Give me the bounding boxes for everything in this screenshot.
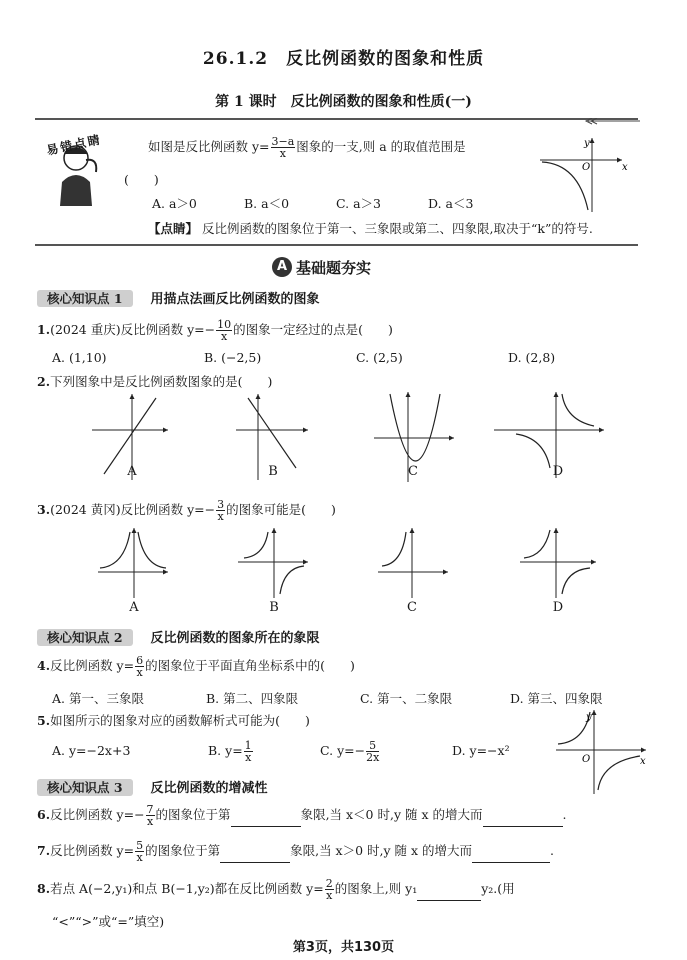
q7-frac: [135, 840, 144, 863]
q3-number: 3.: [37, 502, 51, 517]
q3-pre: (2024 黄冈)反比例函数 y=−: [50, 502, 216, 517]
q4-option-b: B. 第二、四象限: [206, 691, 299, 706]
error-option-a: A. a＞0: [152, 196, 197, 211]
section-1: [37, 288, 320, 307]
error-option-d: D. a＜3: [428, 196, 474, 211]
q7-pre: 反比例函数 y=: [50, 843, 135, 858]
error-tip: [148, 219, 593, 237]
q8-mid: 的图象上,则 y₁: [334, 881, 418, 896]
q3-graphs: [0, 522, 687, 602]
section-3-tag: 核心知识点 3: [37, 779, 133, 796]
section-2: [37, 627, 320, 646]
q6-number: 6.: [37, 807, 51, 822]
q7-end: .: [550, 843, 555, 858]
q7-mid2: 象限,当 x＞0 时,y 随 x 的增大而: [290, 843, 473, 858]
section-2-tag: 核心知识点 2: [37, 629, 133, 646]
axis-x-label: x: [622, 162, 628, 173]
error-graph: [538, 134, 628, 214]
q4-option-d: D. 第三、四象限: [510, 691, 603, 706]
axis-y-label: y: [584, 138, 590, 149]
q8-pre: 若点 A(−2,y₁)和点 B(−1,y₂)都在反比例函数 y=: [50, 881, 324, 896]
q7-mid1: 的图象位于第: [145, 843, 221, 858]
q5-option-b-frac: [244, 740, 253, 763]
q5-option-b: [208, 740, 320, 763]
axis-origin-label: O: [582, 162, 591, 173]
lesson-subtitle: 第 1 课时 反比例函数的图象和性质(一): [215, 94, 472, 110]
q3-label-c: C: [407, 600, 417, 615]
tip-text: 反比例函数的图象位于第一、三象限或第二、四象限,取决于“k”的符号.: [202, 221, 593, 236]
section-3: [37, 777, 268, 796]
frac-den: x: [245, 751, 252, 764]
error-option-c: C. a＞3: [336, 196, 381, 211]
q1-option-b: B. (−2,5): [204, 350, 262, 365]
q6-stem: [37, 804, 566, 827]
section-2-title: 反比例函数的图象所在的象限: [150, 631, 320, 646]
q5-option-c-frac: [366, 740, 379, 763]
q1-option-a: A. (1,10): [52, 350, 107, 365]
q3-post: 的图象可能是( ): [226, 502, 336, 517]
frac-num: 3−a: [271, 135, 295, 148]
q3-graph-c: [378, 528, 448, 598]
q2-text: 下列图象中是反比例函数图象的是( ): [50, 374, 273, 389]
corner-arrow-icon: [580, 118, 640, 126]
q5-number: 5.: [37, 713, 51, 728]
q4-stem: [37, 655, 355, 678]
frac-num: 2: [325, 877, 333, 890]
axis-y-label: y: [586, 712, 592, 723]
q4-pre: 反比例函数 y=: [50, 658, 135, 673]
q4-option-a: A. 第一、三象限: [52, 691, 144, 706]
frac-den: x: [326, 889, 333, 902]
q8-line2: “<”“>”或“=”填空): [52, 914, 165, 929]
error-question-frac: [271, 136, 296, 159]
q5-option-d: D. y=−x²: [452, 743, 510, 758]
error-question-post: 图象的一支,则 a 的取值范围是: [296, 139, 466, 154]
error-answer-paren: ( ): [124, 172, 159, 187]
frac-den: x: [279, 147, 287, 160]
q4-options: [52, 689, 603, 707]
frac-den: x: [146, 815, 154, 828]
q5-stem: [37, 711, 310, 729]
q6-blank-quadrant[interactable]: [231, 812, 301, 827]
q2-label-d: D: [552, 464, 564, 479]
banner-text: 基础题夯实: [296, 258, 372, 277]
q7-blank-trend[interactable]: [472, 848, 550, 863]
q1-post: 的图象一定经过的点是( ): [233, 322, 393, 337]
frac-den: x: [136, 666, 143, 679]
frac-num: 10: [217, 318, 232, 331]
q4-option-c: C. 第一、二象限: [360, 691, 453, 706]
q5-option-a: A. y=−2x+3: [52, 743, 131, 758]
q8-post: y₂.(用: [481, 881, 515, 896]
q1-options: [52, 350, 555, 365]
q4-number: 4.: [37, 658, 51, 673]
frac-num: 7: [146, 803, 154, 816]
tip-label: 【点睛】: [148, 221, 199, 236]
q2-label-a: A: [127, 464, 137, 479]
q1-frac: [216, 319, 232, 342]
q3-graph-a: [98, 528, 168, 598]
axis-origin-label: O: [582, 754, 591, 765]
q5-option-c-pre: C. y=−: [320, 743, 366, 758]
q3-frac: [216, 499, 225, 522]
q5-options: [52, 740, 510, 763]
frac-num: 5: [136, 839, 144, 852]
q3-stem: [37, 499, 336, 522]
frac-num: 5: [366, 740, 379, 752]
q8-blank-compare[interactable]: [417, 886, 481, 901]
q1-pre: (2024 重庆)反比例函数 y=−: [50, 322, 216, 337]
q2-number: 2.: [37, 374, 51, 389]
q5-option-c: [320, 740, 452, 763]
frac-num: 6: [136, 654, 144, 667]
q3-label-d: D: [552, 600, 564, 615]
q3-label-a: A: [129, 600, 139, 615]
section-1-title: 用描点法画反比例函数的图象: [150, 292, 320, 307]
q2-label-b: B: [268, 464, 278, 479]
q4-post: 的图象位于平面直角坐标系中的( ): [145, 658, 355, 673]
q1-stem: [37, 319, 393, 342]
q3-graph-b: [238, 528, 308, 598]
q8-frac: [325, 878, 334, 901]
q1-option-c: C. (2,5): [356, 350, 403, 365]
error-option-b: B. a＜0: [244, 196, 290, 211]
q5-text: 如图所示的图象对应的函数解析式可能为( ): [50, 713, 310, 728]
section-1-tag: 核心知识点 1: [37, 290, 133, 307]
q8-number: 8.: [37, 881, 51, 896]
q6-frac: [146, 804, 155, 827]
axis-x-label: x: [640, 756, 646, 767]
q6-mid2: 象限,当 x＜0 时,y 随 x 的增大而: [300, 807, 483, 822]
q6-blank-trend[interactable]: [483, 812, 563, 827]
q6-pre: 反比例函数 y=−: [50, 807, 145, 822]
q3-label-b: B: [269, 600, 279, 615]
q8-stem: [37, 878, 515, 901]
frac-num: 3: [217, 498, 225, 511]
q6-end: .: [562, 807, 567, 822]
error-options: [152, 194, 473, 212]
q6-mid1: 的图象位于第: [155, 807, 231, 822]
frac-den: x: [220, 330, 228, 343]
section-3-title: 反比例函数的增减性: [150, 781, 268, 796]
q5-option-b-pre: B. y=: [208, 743, 243, 758]
banner-letter: A: [272, 257, 292, 277]
q7-blank-quadrant[interactable]: [220, 848, 290, 863]
error-question: [148, 136, 466, 159]
lesson-title: 26.1.2 反比例函数的图象和性质: [202, 49, 485, 69]
frac-den: x: [136, 851, 143, 864]
frac-den: x: [217, 510, 224, 523]
q1-number: 1.: [37, 322, 51, 337]
q5-graph: [550, 706, 650, 796]
page-footer: 第3页，共130页: [292, 940, 395, 955]
frac-num: 1: [244, 739, 252, 752]
q4-frac: [135, 655, 144, 678]
error-question-pre: 如图是反比例函数 y=: [148, 139, 270, 154]
error-badge-label: 易错点睛: [45, 132, 103, 158]
q2-label-c: C: [408, 464, 418, 479]
q2-graphs: [0, 388, 687, 488]
q1-option-d: D. (2,8): [508, 350, 556, 365]
q7-stem: [37, 840, 554, 863]
section-banner: [272, 255, 371, 279]
q3-graph-d: [520, 528, 596, 598]
frac-den: 2x: [366, 751, 380, 764]
q7-number: 7.: [37, 843, 51, 858]
error-badge: [40, 128, 108, 208]
